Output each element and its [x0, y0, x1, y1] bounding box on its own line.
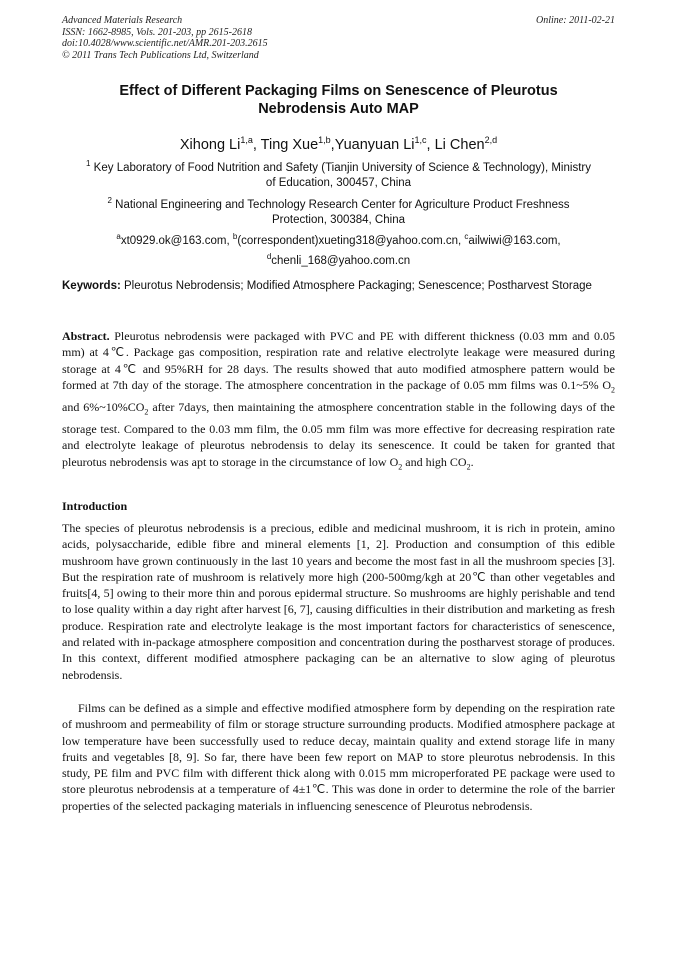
title-line-2: Nebrodensis Auto MAP — [258, 101, 419, 117]
paper-title — [62, 82, 615, 118]
author-separator: , — [426, 136, 435, 153]
keywords-label: Keywords: — [62, 280, 121, 292]
email-mark: c — [464, 232, 469, 241]
affil-mark: 2 — [107, 196, 112, 205]
email-mark: d — [266, 251, 272, 261]
subscript: 2 — [144, 407, 149, 417]
keywords — [62, 279, 615, 295]
copyright-line: © 2011 Trans Tech Publications Ltd, Switzerland — [62, 49, 259, 61]
intro-paragraph-1: The species of pleurotus nebrodensis is a precious, edible and medicinal mushroom, it is rich in protein, amino acids, polysaccharide, edible fibre and mineral elements [1, 2]. Production and consumption of this edible mushroom have grown continuously in the last 10 years and become the most fast in all the mushroom species [3]. But the respiration rate of mushroom is relatively more high (200-500mg/kgh at 20℃ than other vegetables and fruits[4, 5] owing to their more thin and porous epidermal structure. So mushrooms are highly perishable and tend to lose quality within a day right after harvest [6, 7], causing difficulties in their distribution and marketing as fresh produce. Respiration rate and electrolyte leakage is the most important factors for characteristics of senescence, and related with in-package atmosphere composition and concentration during the postharvest storage of produces. In this context, different modified atmosphere packaging can be an alternative to slow aging of pleurotus nebrodensis. — [62, 521, 615, 682]
journal-name: Advanced Materials Research — [62, 15, 183, 26]
journal-header — [62, 15, 615, 61]
affiliation-2 — [62, 193, 615, 229]
abstract — [62, 328, 615, 475]
affil-line: National Engineering and Technology Research Center for Agriculture Product Freshness — [111, 198, 570, 211]
author-emails — [62, 229, 615, 269]
author-name: Yuanyuan Li — [334, 136, 415, 153]
intro-paragraph-2: Films can be defined as a simple and effective modified atmosphere form by depending on the respiration rate of mushroom and permeability of film or storage structure surrounding products. Modified atmosphere package at low temperature have been successfully used to reduce decay, maintain quality and extend storage life in many fruits and vegetables [8, 9]. So far, there have been few report on MAP to store pleurotus nebrodensis. In this study, PE film and PVC film with different thick along with 0.015 mm microperforated PE package were used to store pleurotus nebrodensis at a temperature of 4±1℃. This was done in order to determine the role of the barrier properties of the selected packaging materials in influencing senescence of Pleurotus nebrodensis. — [62, 701, 615, 813]
email-link[interactable]: ailwiwi@163.com, — [468, 234, 561, 247]
author-affil-mark: 1,b — [318, 135, 331, 145]
section-heading-introduction: Introduction — [62, 499, 128, 513]
title-line-1: Effect of Different Packaging Films on Senescence of Pleurotus — [119, 83, 558, 99]
author-affil-mark: 1,a — [240, 135, 253, 145]
affil-mark: 1 — [86, 159, 91, 168]
author-name: Xihong Li — [179, 136, 241, 153]
author-separator: , — [330, 136, 335, 153]
abstract-text: and 6%~10%CO — [62, 400, 145, 415]
affiliation-1 — [62, 156, 615, 192]
abstract-text: after 7days, then maintaining the atmosphere concentration stable in the following days of the storage test. Compared to the 0.03 mm film, the 0.05 mm film was more effective for decreasing respiration rate and electrolyte leakage of pleurotus nebrodensis to delay its senescence. It could be taken for granted that pleurotus nebrodensis was apt to storage in the circumstance of low O — [62, 400, 615, 469]
abstract-text: and high CO — [402, 454, 467, 469]
author-separator: , — [252, 136, 261, 153]
email-mark: a — [116, 232, 121, 241]
subscript: 2 — [611, 385, 615, 395]
email-link[interactable]: xt0929.ok@163.com, — [120, 234, 233, 247]
online-date: Online: 2011-02-21 — [536, 15, 615, 26]
author-name: Li Chen — [434, 136, 485, 153]
author-list — [62, 131, 615, 154]
email-link[interactable]: (correspondent)xueting318@yahoo.com.cn, — [237, 234, 465, 247]
keywords-text: Pleurotus Nebrodensis; Modified Atmosphere Packaging; Senescence; Postharvest Storage — [120, 280, 592, 292]
affil-line: Key Laboratory of Food Nutrition and Safety (Tianjin University of Science & Technology), Ministry — [90, 161, 591, 174]
email-mark: b — [232, 232, 238, 241]
author-affil-mark: 2,d — [484, 135, 498, 145]
author-name: Ting Xue — [260, 136, 319, 153]
issn-line: ISSN: 1662-8985, Vols. 201-203, pp 2615-2618 — [62, 26, 252, 38]
affil-line: of Education, 300457, China — [265, 177, 412, 190]
email-link[interactable]: chenli_168@yahoo.com.cn — [271, 254, 411, 267]
subscript: 2 — [398, 462, 403, 472]
abstract-text: Pleurotus nebrodensis were packaged with PVC and PE with different thickness (0.03 mm and 0.05 mm) at 4℃. Package gas composition, respiration rate and relative electrolyte leakage were measured during storage at 4℃ and 95%RH for 28 days. The results showed that auto modified atmosphere pattern would be formed at 7th day of the storage. The atmosphere concentration in the package of 0.05 mm films was 0.1~5% O — [62, 329, 615, 393]
doi-line: doi:10.4028/www.scientific.net/AMR.201-203.2615 — [62, 38, 268, 49]
abstract-text: . — [470, 454, 474, 469]
affil-line: Protection, 300384, China — [272, 214, 405, 227]
abstract-label: Abstract. — [62, 329, 110, 343]
subscript: 2 — [466, 462, 471, 472]
author-affil-mark: 1,c — [414, 135, 427, 145]
